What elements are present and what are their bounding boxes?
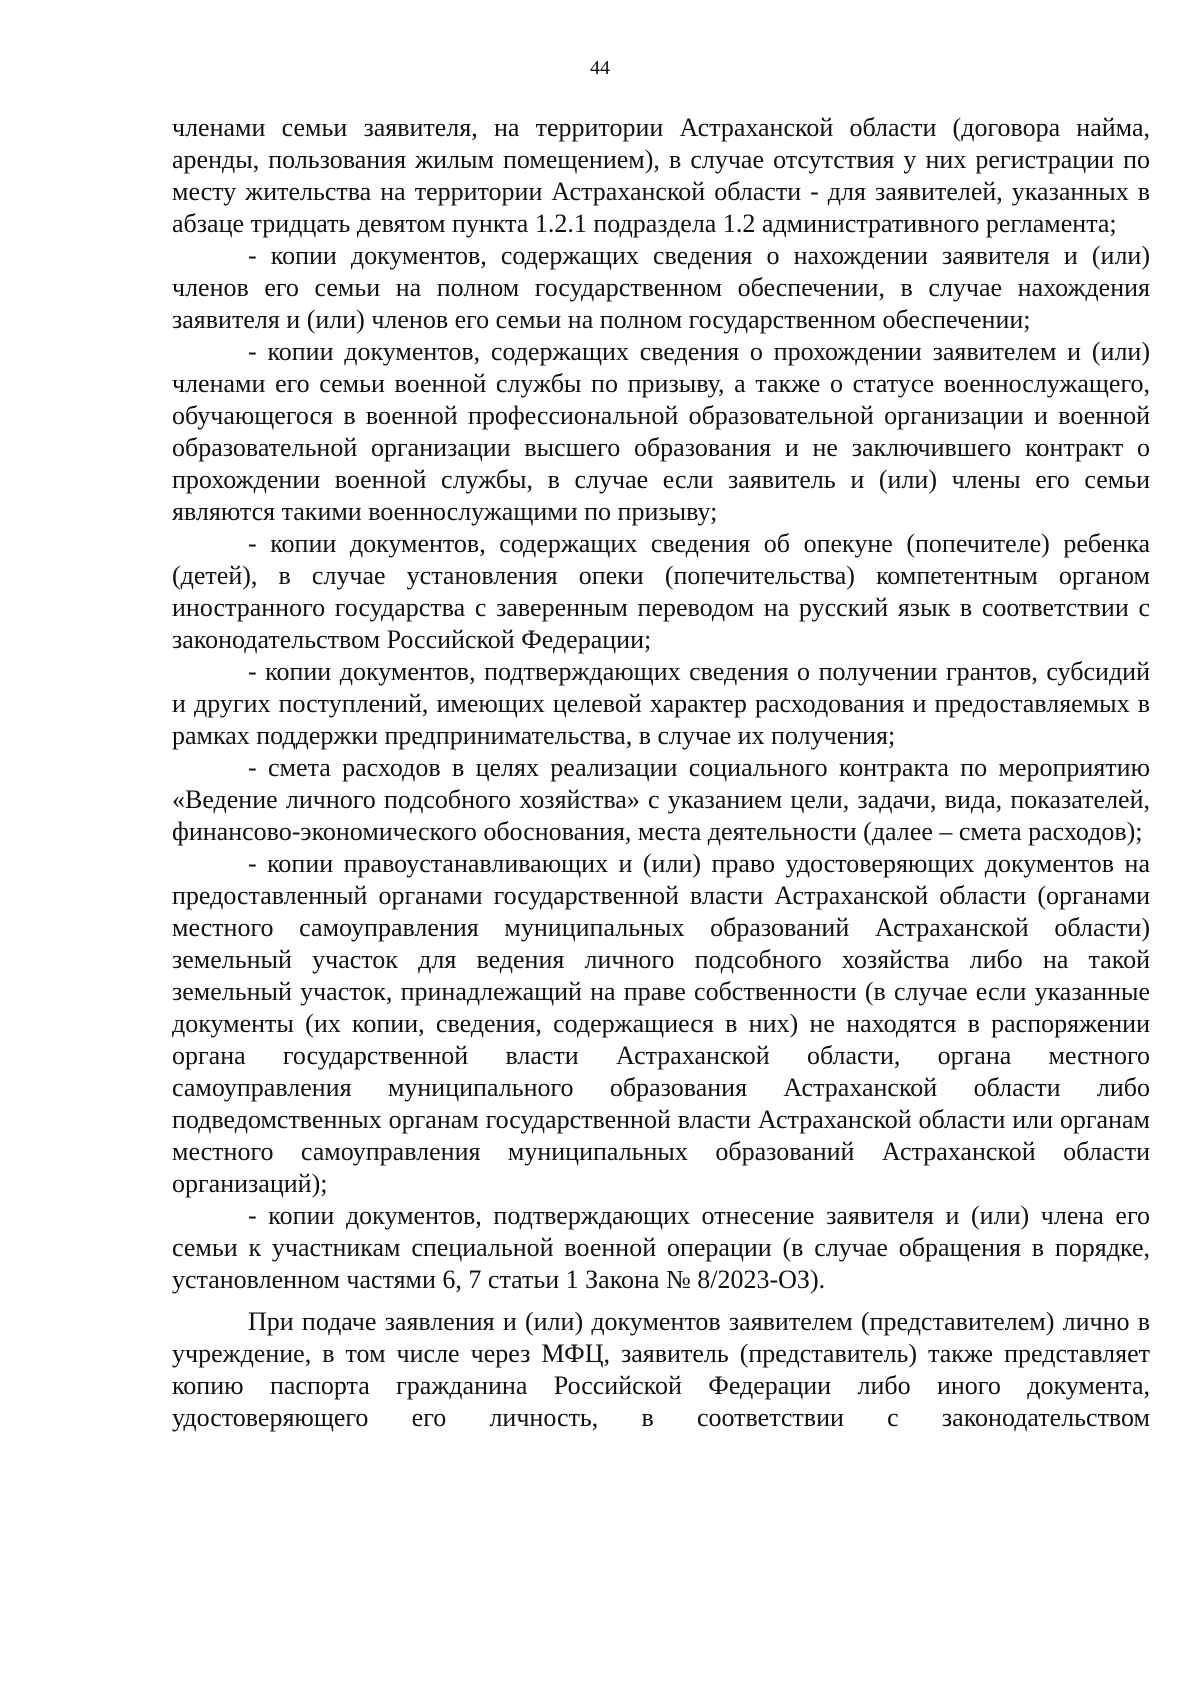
- body-text: [172, 112, 1150, 1434]
- page-number: 44: [590, 57, 610, 79]
- paragraph-1-continuation: членами семьи заявителя, на территории Астраханской области (договора найма, аренды, пользования жилым помещением), в случае отсутствия у них регистрации по месту жительства на территории Астраханской области - для заявителей, указанных в абзаце тридцать девятом пункта 1.2.1 подраздела 1.2 административного регламента;: [172, 113, 1150, 238]
- paragraph-7-list-item: - копии правоустанавливающих и (или) право удостоверяющих документов на предоставленный органами государственной власти Астраханской области (органами местного самоуправления муниципальных образований Астраханской области) земельный участок для ведения личного подсобного хозяйства либо на такой земельный участок, принадлежащий на праве собственности (в случае если указанные документы (их копии, сведения, содержащиеся в них) не находятся в распоряжении органа государственной власти Астраханской области, органа местного самоуправления муниципального образования Астраханской области либо подведомственных органам государственной власти Астраханской области или органам местного самоуправления муниципальных образований Астраханской области организаций);: [172, 849, 1150, 1198]
- paragraph-9: При подаче заявления и (или) документов заявителем (представителем) лично в учреждение, в том числе через МФЦ, заявитель (представитель) также представляет копию паспорта гражданина Российской Федерации либо иного документа, удостоверяющего его личность, в соответствии с законодательством: [172, 1307, 1150, 1432]
- paragraph-8-list-item: - копии документов, подтверждающих отнесение заявителя и (или) члена его семьи к участникам специальной военной операции (в случае обращения в порядке, установленном частями 6, 7 статьи 1 Закона № 8/2023-ОЗ).: [172, 1201, 1150, 1294]
- paragraph-4-list-item: - копии документов, содержащих сведения об опекуне (попечителе) ребенка (детей), в случае установления опеки (попечительства) компетентным органом иностранного государства с заверенным переводом на русский язык в соответствии с законодательством Российской Федерации;: [172, 529, 1150, 654]
- paragraph-6-list-item: - смета расходов в целях реализации социального контракта по мероприятию «Ведение личного подсобного хозяйства» с указанием цели, задачи, вида, показателей, финансово-экономического обоснования, места деятельности (далее – смета расходов);: [172, 753, 1150, 846]
- paragraph-3-list-item: - копии документов, содержащих сведения о прохождении заявителем и (или) членами его семьи военной службы по призыву, а также о статусе военнослужащего, обучающегося в военной профессиональной образовательной организации и военной образовательной организации высшего образования и не заключившего контракт о прохождении военной службы, в случае если заявитель и (или) члены его семьи являются такими военнослужащими по призыву;: [172, 337, 1150, 526]
- paragraph-5-list-item: - копии документов, подтверждающих сведения о получении грантов, субсидий и других поступлений, имеющих целевой характер расходования и предоставляемых в рамках поддержки предпринимательства, в случае их получения;: [172, 657, 1150, 750]
- paragraph-2-list-item: - копии документов, содержащих сведения о нахождении заявителя и (или) членов его семьи на полном государственном обеспечении, в случае нахождения заявителя и (или) членов его семьи на полном государственном обеспечении;: [172, 241, 1150, 334]
